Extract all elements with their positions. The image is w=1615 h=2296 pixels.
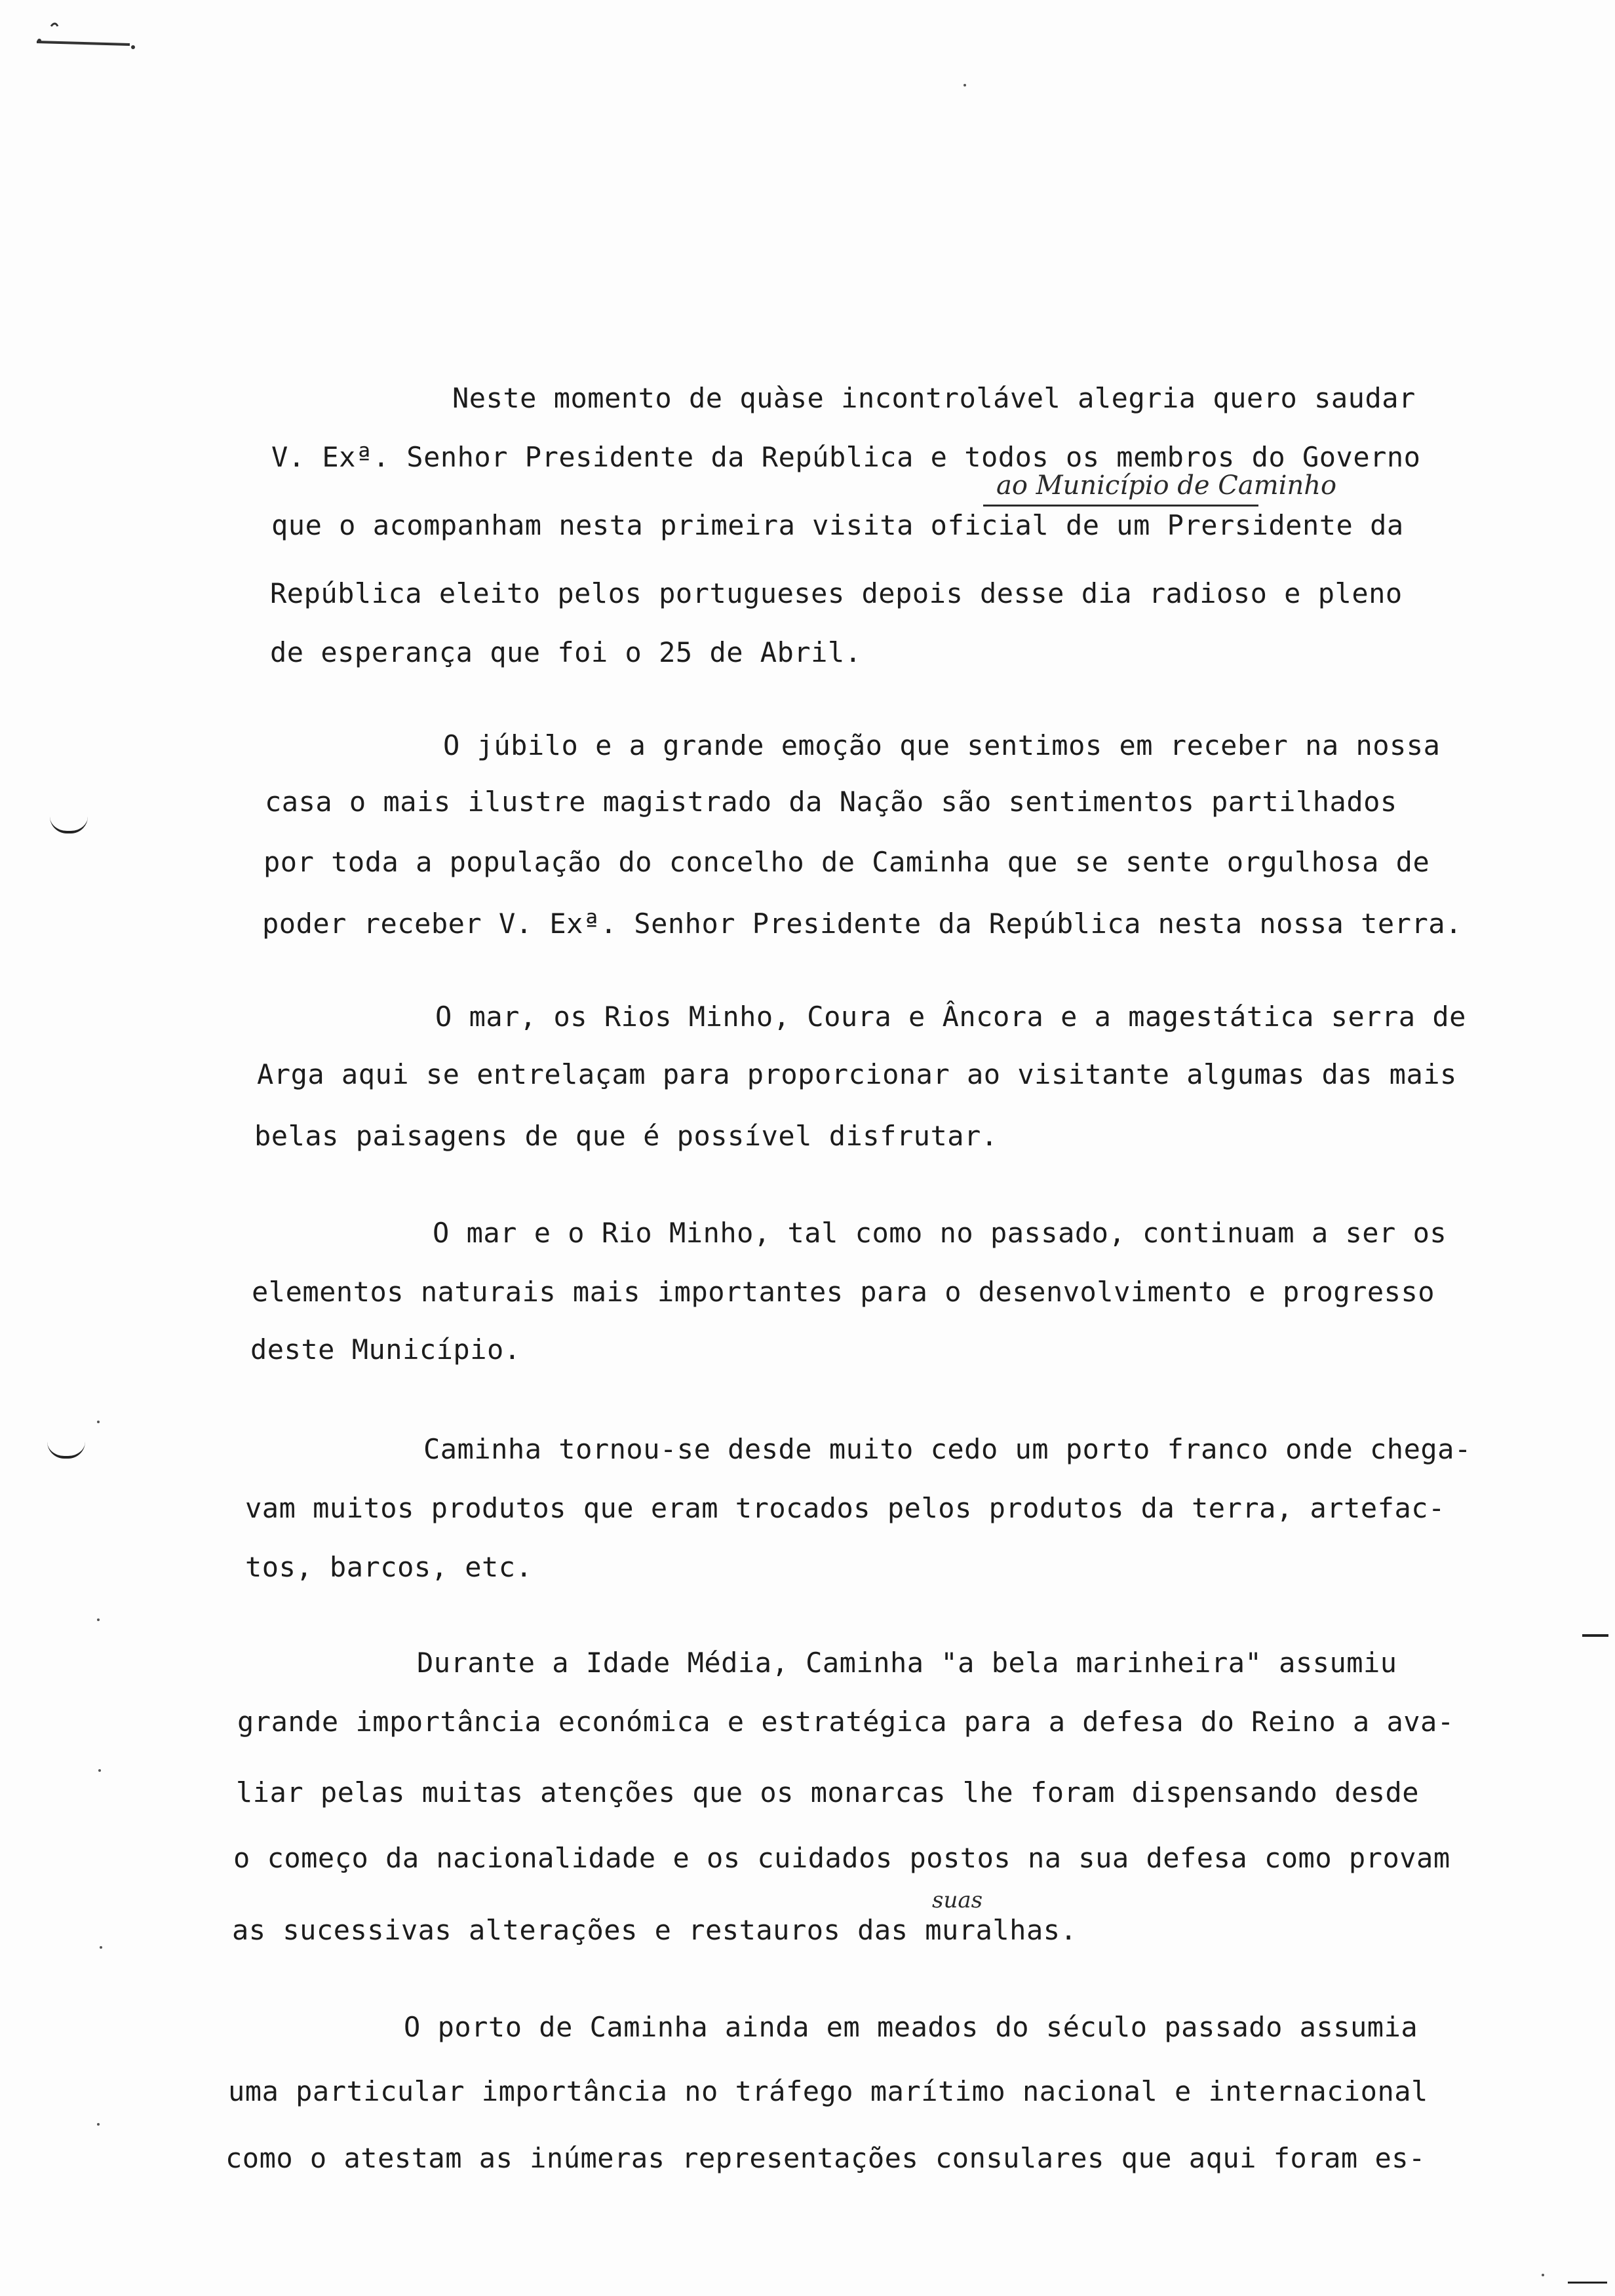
p3-line-3: belas paisagens de que é possível disfrutar. (254, 1120, 998, 1152)
p6-line-2: grande importância económica e estratégica para a defesa do Reino a ava- (237, 1706, 1454, 1738)
p4-line-3: deste Município. (250, 1333, 521, 1366)
p1-line-2: V. Exª. Senhor Presidente da República e todos os membros do Governo (271, 441, 1421, 473)
handwritten-insertion-underline (983, 505, 1258, 507)
p2-line-3: por toda a população do concelho de Caminha que se sente orgulhosa de (263, 846, 1430, 878)
speck (97, 2123, 100, 2126)
p5-line-1: Caminha tornou-se desde muito cedo um porto franco onde chega- (423, 1433, 1471, 1465)
speck (98, 1769, 101, 1772)
p6-line-5: as sucessivas alterações e restauros das muralhas. (232, 1914, 1078, 1946)
p7-line-3: como o atestam as inúmeras representações consulares que aqui foram es- (225, 2142, 1426, 2174)
p6-line-3: liar pelas muitas atenções que os monarcas lhe foram dispensando desde (236, 1776, 1420, 1808)
left-margin-mark-lower (47, 1442, 85, 1459)
p2-line-2: casa o mais ilustre magistrado da Nação são sentimentos partilhados (265, 786, 1397, 818)
speck (1542, 2274, 1544, 2276)
speck (963, 84, 966, 86)
p7-line-1: O porto de Caminha ainda em meados do século passado assumia (404, 2011, 1418, 2043)
p4-line-1: O mar e o Rio Minho, tal como no passado, continuam a ser os (433, 1217, 1447, 1249)
p4-line-2: elementos naturais mais importantes para o desenvolvimento e progresso (252, 1276, 1435, 1308)
p5-line-2: vam muitos produtos que eram trocados pelos produtos da terra, artefac- (245, 1492, 1445, 1524)
speck (100, 1946, 102, 1949)
p3-line-2: Arga aqui se entrelaçam para proporcionar ao visitante algumas das mais (257, 1058, 1457, 1090)
p2-line-1: O júbilo e a grande emoção que sentimos em receber na nossa (443, 729, 1441, 761)
header-scribble-mark (31, 13, 143, 52)
left-margin-mark-upper (50, 816, 88, 833)
speck (97, 1618, 100, 1621)
p5-line-3: tos, barcos, etc. (245, 1551, 533, 1583)
p1-line-1: Neste momento de quàse incontrolável alegria quero saudar (452, 382, 1416, 414)
p7-line-2: uma particular importância no tráfego marítimo nacional e internacional (228, 2075, 1428, 2107)
p6-line-4: o começo da nacionalidade e os cuidados postos na sua defesa como provam (233, 1842, 1450, 1874)
right-margin-dash (1582, 1634, 1608, 1637)
handwritten-insertion-suas: suas (932, 1887, 983, 1913)
bottom-right-dash (1568, 2282, 1607, 2284)
p1-line-3: que o acompanham nesta primeira visita oficial de um Prersidente da (271, 509, 1404, 541)
p3-line-1: O mar, os Rios Minho, Coura e Âncora e a magestática serra de (435, 1001, 1466, 1033)
p2-line-4: poder receber V. Exª. Senhor Presidente da República nesta nossa terra. (262, 908, 1462, 940)
p6-line-1: Durante a Idade Média, Caminha "a bela marinheira" assumiu (417, 1647, 1397, 1679)
handwritten-insertion-municipio: ao Município de Caminho (996, 470, 1337, 501)
speck (97, 1421, 100, 1423)
p1-line-4: República eleito pelos portugueses depois desse dia radioso e pleno (270, 577, 1403, 609)
p1-line-5: de esperança que foi o 25 de Abril. (270, 636, 862, 668)
